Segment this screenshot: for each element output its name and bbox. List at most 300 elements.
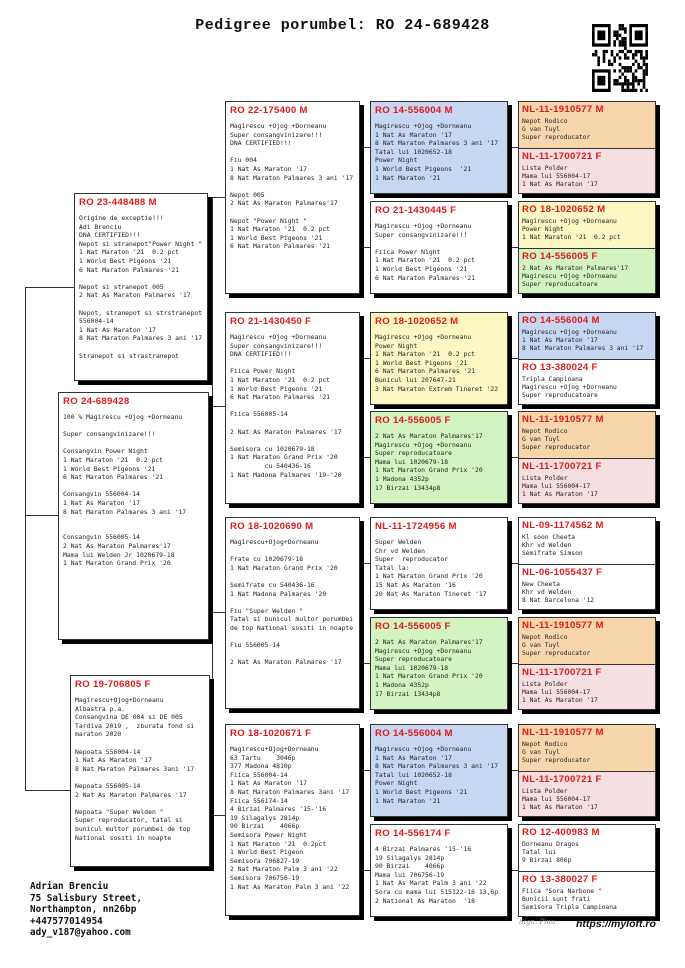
qr-module <box>643 86 646 89</box>
qr-module <box>619 69 622 72</box>
qr-module <box>621 40 624 43</box>
info-line: 1 Nat As Maraton '17 <box>375 130 452 139</box>
info-line: Super consangvinizare!!! <box>230 341 323 350</box>
qr-module <box>605 50 608 53</box>
info-line: 1 Nat Maraton '21 0.2 pct <box>375 256 476 265</box>
ring-number: NL-11-1700721 F <box>522 151 602 162</box>
qr-module <box>640 50 643 53</box>
ring-number: RO 18-1020671 F <box>230 728 312 739</box>
info-line: 1 World Best Pigeons '21 <box>79 256 172 265</box>
connector-line <box>212 197 225 198</box>
info-line: 6 Nat Maraton Palmares '21 <box>375 367 476 376</box>
great-great-grandparent-card <box>519 102 655 148</box>
website-link[interactable]: https://myloft.ro <box>576 918 656 930</box>
great-grandparent-card <box>370 517 508 610</box>
info-line: Magirescu +Ojog +Dorneanu <box>375 333 472 341</box>
info-line <box>75 799 205 808</box>
owner-phone: +447577014954 <box>30 915 103 927</box>
ring-number: RO 21-1430450 F <box>230 316 312 327</box>
info-line: 2 Nat Maraton Palm 3 ani '22 <box>230 865 338 874</box>
info-line: Tatal lui 1020652-18 <box>375 147 452 156</box>
great-great-grandparent-card <box>519 202 655 248</box>
info-line <box>75 773 205 782</box>
subject-card <box>58 392 209 640</box>
info-line: Super reproducator <box>522 444 591 452</box>
qr-module <box>621 82 624 85</box>
qr-module <box>597 63 600 66</box>
info-line: 1 Nat As Maraton '17 <box>63 498 140 507</box>
connector-line <box>363 147 370 148</box>
qr-module <box>624 37 627 40</box>
info-line: 1 World Best Pigeons '21 <box>375 164 472 173</box>
qr-module <box>643 69 646 72</box>
info-line: 20 Nat As Maraton Tineret '17 <box>375 589 487 598</box>
qr-module <box>616 53 619 56</box>
qr-module <box>611 53 614 56</box>
qr-module <box>621 50 624 53</box>
qr-module <box>624 43 627 46</box>
info-line <box>230 633 355 642</box>
info-line <box>79 274 203 283</box>
info-line: Super reproducatoare <box>522 392 598 400</box>
info-line: Tatal lui <box>522 849 557 857</box>
info-line: Super reproducatoare <box>375 449 452 458</box>
ring-number: RO 21-1430445 F <box>375 205 457 216</box>
qr-module <box>632 76 635 79</box>
info-line: Semifrate cu 540436-16 <box>230 580 315 589</box>
info-line <box>230 182 355 191</box>
info-line: 1 Nat As Maraton '17 <box>522 337 598 345</box>
info-line <box>63 516 204 525</box>
qr-module <box>621 43 624 46</box>
qr-module <box>595 50 598 53</box>
great-grandparent-card <box>370 824 508 917</box>
connector-line <box>363 358 370 359</box>
info-line: 1 Nat Maraton Grand Prix '20 <box>230 563 338 572</box>
qr-module <box>632 53 635 56</box>
qr-module <box>645 53 648 56</box>
qr-module <box>619 34 622 37</box>
info-line: 556004-14 <box>79 317 114 326</box>
qr-module <box>619 82 622 85</box>
connector-line <box>510 358 518 359</box>
qr-module <box>637 82 640 85</box>
info-line <box>230 419 355 428</box>
info-line: 19 Silagalys 2814p <box>375 853 445 862</box>
connector-line <box>212 815 225 816</box>
ring-number: RO 18-1020652 M <box>522 204 606 215</box>
info-line: 1 World Best Pigeons '21 <box>230 233 323 242</box>
info-line: Consangvin 556005-14 <box>63 533 140 542</box>
info-line: 2 Nat As Maraton Palmares'17 <box>375 638 483 646</box>
info-line: Fiu 004 <box>230 156 257 165</box>
ring-number: RO 14-556174 F <box>375 828 451 839</box>
info-line: Mama lui 1020679-18 <box>375 663 449 672</box>
info-line: Mama lui 556004-17 <box>522 689 591 697</box>
owner-name: Adrian Brenciu <box>30 881 109 892</box>
owner-email: ady_v187@yahoo.com <box>30 927 131 939</box>
qr-module <box>643 76 646 79</box>
info-line: 1 Nat As Maraton Palm 3 ani '22 <box>230 882 350 891</box>
qr-module <box>613 40 616 43</box>
qr-module <box>632 56 635 59</box>
info-line: 1 Nat As Marat Palm 3 ani '22 <box>375 879 487 888</box>
info-line: Nepot, stranepot si strstranepot <box>79 308 203 317</box>
qr-module <box>619 24 622 27</box>
info-line: Fiica 556174-14 <box>230 796 288 805</box>
info-line: 17 Birzai 13434p8 <box>375 483 441 492</box>
info-line: Mama lui 1020679-18 <box>375 457 449 466</box>
info-line <box>63 422 204 431</box>
qr-module <box>624 53 627 56</box>
parent-dam-card <box>70 675 210 867</box>
ring-number: RO 14-556005 F <box>375 415 451 426</box>
great-great-grandparent-card <box>519 458 655 503</box>
info-line: Nepoata 556005-14 <box>75 781 141 790</box>
info-line <box>75 739 205 748</box>
info-line: Lista Polder <box>522 681 568 688</box>
connector-line <box>25 287 26 791</box>
qr-module <box>627 56 630 59</box>
great-grandparent-card <box>370 201 508 294</box>
info-line: 1 Nat Maraton '21 0.2 pct <box>63 455 164 464</box>
info-line: 3 Nat Maraton Extrem Tineret '22 <box>375 384 499 393</box>
qr-module <box>597 30 605 40</box>
qr-module <box>645 50 648 53</box>
info-line: Semisora 706756-19 <box>230 873 300 882</box>
qr-module <box>613 43 616 46</box>
ring-number: NL-11-1910577 M <box>522 620 604 631</box>
qr-module <box>635 53 638 56</box>
qr-module <box>613 82 616 85</box>
info-line: Semisora Power Night <box>230 830 307 839</box>
info-line: Magirescu +Ojog +Dorneanu <box>230 122 327 130</box>
info-line <box>230 148 355 157</box>
info-line: Super reproducatoare <box>375 655 452 664</box>
ancestor-pair <box>518 312 656 405</box>
info-line <box>230 650 355 659</box>
connector-line <box>360 408 364 409</box>
info-line: Super reproducator <box>375 555 449 564</box>
info-line: 1 Nat Maraton Grand Prix '20 <box>375 672 483 681</box>
grandparent-card <box>225 312 360 504</box>
info-line: 1 World Best Pigeons '21 <box>375 358 468 367</box>
info-line: 1 Nat As Maraton '17 <box>522 181 598 189</box>
info-line: Lista Polder <box>522 165 568 172</box>
info-line: 8 Nat Maraton Palmares 3ani '17 <box>230 787 350 796</box>
connector-line <box>510 457 518 458</box>
connector-line <box>510 663 518 664</box>
info-line: 2 Nat As Maraton Palmares'17 <box>375 432 483 440</box>
info-line: G van Tuyl <box>522 126 560 134</box>
connector-line <box>25 515 58 516</box>
connector-line <box>510 870 518 871</box>
ancestor-pair <box>518 101 656 194</box>
info-line: 1 Nat Maraton '21 0.2 pct <box>522 234 621 242</box>
connector-line <box>510 770 518 771</box>
qr-module <box>637 63 640 66</box>
info-line <box>63 482 204 491</box>
info-line: Mama lui 556004-17 <box>522 796 591 804</box>
info-line: Mama lui 706756-19 <box>375 870 445 879</box>
qr-module <box>611 63 614 66</box>
ring-number: RO 22-175400 M <box>230 105 308 116</box>
info-line: 6 Nat Maraton Palmares '21 <box>375 273 476 282</box>
info-line: Magirescu +Ojog +Dorneanu <box>375 745 472 753</box>
qr-module <box>635 30 643 40</box>
info-line: Tatal si bunicul multor porumbei <box>230 615 354 624</box>
info-line <box>230 436 355 445</box>
info-line: 8 Nat Maraton Palmares 3 ani '17 <box>375 139 499 148</box>
qr-module <box>595 53 598 56</box>
qr-module <box>624 30 627 33</box>
connector-line <box>25 287 74 288</box>
great-grandparent-card <box>370 312 508 405</box>
great-grandparent-card <box>370 101 508 194</box>
info-line: Nepot "Power Night " <box>230 216 307 225</box>
info-line: Nepot Rodico <box>522 634 568 641</box>
qr-module <box>632 89 635 92</box>
connector-line <box>360 820 364 821</box>
info-line: Mama lui Welden Jr 1020679-18 <box>63 550 175 559</box>
qr-module <box>613 56 616 59</box>
qr-module <box>613 30 616 33</box>
ring-number: NL-11-1910577 M <box>522 104 604 115</box>
info-line: Fiica "Sora Narbone " <box>522 888 602 895</box>
info-line: Nepot si stranepot 005 <box>79 282 164 291</box>
info-line: 1 World Best Pigeons '21 <box>375 264 468 273</box>
info-line: Kl soon Cheeta <box>522 534 576 541</box>
qr-module <box>643 56 646 59</box>
info-line: Fiica Power Night <box>230 367 296 376</box>
qr-module <box>632 79 635 82</box>
ring-number: NL-06-1055437 F <box>522 567 603 578</box>
great-grandparent-card <box>370 724 508 817</box>
ring-number: RO 14-556005 F <box>375 621 451 632</box>
info-line: Magirescu +Ojog +Dorneanu <box>522 218 617 225</box>
qr-module <box>627 82 630 85</box>
info-line: Super Welden <box>375 538 422 546</box>
qr-module <box>608 60 611 63</box>
qr-module <box>640 53 643 56</box>
info-line: Super reproducator <box>522 757 591 765</box>
ring-number: RO 14-556004 M <box>375 105 453 116</box>
info-line: 1 Nat As Maraton '17 <box>375 753 452 762</box>
ancestor-pair <box>518 411 656 504</box>
info-line: Fiica 556005-14 <box>230 410 288 419</box>
ring-number: RO 18-1020652 M <box>375 316 459 327</box>
info-line: Tatal la: <box>375 563 410 572</box>
qr-module <box>611 50 614 53</box>
qr-module <box>645 66 648 69</box>
grandparent-card <box>225 517 360 709</box>
info-line: Super reproducator <box>522 650 591 658</box>
info-line: Khr vd Welden <box>522 542 572 550</box>
qr-module <box>643 60 646 63</box>
info-line: 4 Birzai Palmares '15-'16 <box>230 805 327 814</box>
info-line: Super consangvinizare!!! <box>63 430 156 439</box>
qr-module <box>627 86 630 89</box>
info-line: 8 Nat Maraton Palmares 3ani '17 <box>75 764 195 773</box>
info-line: Nepot 005 <box>230 190 265 199</box>
qr-module <box>624 66 627 69</box>
info-line: Nepot Rodico <box>522 741 568 748</box>
qr-module <box>632 63 635 66</box>
info-line: 2 Nat As Maraton Palmares '17 <box>230 427 342 436</box>
qr-module <box>619 27 622 30</box>
qr-module <box>621 27 624 30</box>
qr-module <box>637 50 640 53</box>
info-line: 1 Nat Maraton '21 <box>375 796 441 805</box>
info-line: 63 Tartu 3046p <box>230 753 296 762</box>
connector-line <box>360 197 364 198</box>
ring-number: NL-11-1700721 F <box>522 461 602 472</box>
great-grandparent-card <box>370 411 508 504</box>
info-line <box>63 439 204 448</box>
info-line: Super consangvinizare!!! <box>230 130 323 139</box>
connector-line <box>25 790 70 791</box>
info-line <box>79 300 203 309</box>
qr-module <box>616 79 619 82</box>
qr-module <box>627 66 630 69</box>
qr-module <box>619 76 622 79</box>
owner-street: 75 Salisbury Street, <box>30 892 142 904</box>
info-line: Lista Polder <box>522 475 568 482</box>
info-line: New Cheeta <box>522 581 560 588</box>
info-line: Tardiva 2019 , zburata fond si <box>75 721 195 730</box>
qr-module <box>627 50 630 53</box>
qr-module <box>624 56 627 59</box>
info-line: maraton 2020 <box>75 730 122 739</box>
info-line: 377 Madona 4810p <box>230 762 292 771</box>
great-great-grandparent-card <box>519 248 655 293</box>
great-great-grandparent-card <box>519 618 655 664</box>
qr-module <box>643 79 646 82</box>
info-line: Fiica Power Night <box>375 247 441 256</box>
info-line: Stranepot si strastranepot <box>79 351 180 360</box>
info-line: 1 Madona 4352p <box>375 680 429 689</box>
qr-module <box>613 79 616 82</box>
qr-module <box>640 79 643 82</box>
info-line: 2 Nat As Maraton Palmares'17 <box>522 265 629 272</box>
info-line: 1 Nat As Maraton '17 <box>522 697 598 705</box>
info-line: 1 Nat As Maraton '17 <box>79 325 156 334</box>
connector-line <box>363 457 370 458</box>
info-line: Nepot Rodico <box>522 428 568 435</box>
qr-module <box>632 73 635 76</box>
info-line: Mama lui 556004-17 <box>522 173 591 181</box>
qr-module <box>613 69 616 72</box>
info-line: 2 Nat As Maraton Palmares '17 <box>230 658 342 667</box>
qr-module <box>635 60 638 63</box>
qr-module <box>635 89 638 92</box>
info-line: Magirescu +Ojog +Dorneanu <box>522 384 617 392</box>
info-line: 8 Nat Maraton Palmares 3 ani '17 <box>230 173 354 182</box>
info-line: 6 Nat Maraton Palmares '21 <box>79 265 180 274</box>
info-line: 8 Nat Maraton Palmares 3 ani '17 <box>375 762 499 771</box>
signature: Sign. Pinu <box>519 918 556 926</box>
qr-module <box>629 50 632 53</box>
qr-module <box>621 73 624 76</box>
qr-module <box>624 47 627 50</box>
info-line: 100 % Magirescu +Ojog +Dorneanu <box>63 413 183 421</box>
qr-module <box>624 89 627 92</box>
qr-module <box>640 89 643 92</box>
connector-line <box>212 612 225 613</box>
qr-module <box>616 37 619 40</box>
info-line: 2 Nat As Maraton Palmares'17 <box>230 199 338 208</box>
qr-module <box>621 66 624 69</box>
info-line: Super reproducator, tatal si <box>75 816 183 825</box>
great-great-grandparent-card <box>519 412 655 458</box>
info-line: de top National sositi in noapte <box>230 623 354 632</box>
info-line: Magirescu+Ojog+Dorneanu <box>230 745 319 753</box>
connector-line <box>510 563 518 564</box>
info-line: Super reproducatoare <box>522 281 598 289</box>
ancestor-pair <box>518 617 656 710</box>
info-line: Magirescu +Ojog +Dorneanu <box>375 222 472 230</box>
info-line: 6 Nat Maraton Palmares '21 <box>63 473 164 482</box>
qr-module <box>635 79 638 82</box>
qr-module <box>621 86 624 89</box>
info-line: Super consangvinizare!!! <box>375 230 468 239</box>
info-line: 1 Nat Maraton '21 0.2pct <box>230 839 327 848</box>
great-grandparent-card <box>370 617 508 710</box>
qr-module <box>603 60 606 63</box>
owner-contact <box>30 881 142 939</box>
qr-module <box>643 82 646 85</box>
info-line: Fiica 556004-14 <box>230 770 288 779</box>
qr-module <box>637 79 640 82</box>
info-line: 8 Nat Barcelona '12 <box>522 597 595 605</box>
great-great-grandparent-card <box>519 564 655 609</box>
great-great-grandparent-card <box>519 148 655 193</box>
qr-module <box>619 43 622 46</box>
ring-number: RO 14-556004 M <box>375 728 453 739</box>
info-line: 90 Birzai 4066p <box>230 822 300 831</box>
qr-module <box>603 56 606 59</box>
qr-module <box>616 82 619 85</box>
info-line: Lista Polder <box>522 788 568 795</box>
great-great-grandparent-card <box>519 725 655 771</box>
info-line: Sora cu mama lui 515122-16 13,6p <box>375 887 499 896</box>
info-line: 8 Nat Maraton Palmares 3 ani '17 <box>522 345 644 353</box>
ancestor-pair <box>518 201 656 294</box>
qr-module <box>640 56 643 59</box>
ring-number: RO 12-400983 M <box>522 827 600 838</box>
info-line: 6 Nat Maraton Palmares '21 <box>230 393 331 402</box>
info-line: 1 Nat Maraton Grand Prix '20 <box>375 466 483 475</box>
ring-number: RO 14-556004 M <box>522 315 600 326</box>
info-line <box>375 239 503 248</box>
info-line: Adi Brenciu <box>79 222 122 231</box>
info-line: Power Night <box>375 341 418 350</box>
qr-module <box>629 82 632 85</box>
connector-line <box>210 714 213 715</box>
qr-module <box>629 69 632 72</box>
connector-line <box>510 147 518 148</box>
info-line <box>230 402 355 411</box>
qr-module <box>645 73 648 76</box>
info-line: Magirescu+Ojog+Dorneanu <box>230 538 319 546</box>
qr-code <box>592 24 648 92</box>
connector-line <box>363 770 370 771</box>
qr-module <box>621 89 624 92</box>
qr-module <box>627 69 630 72</box>
info-line: Magirescu +Ojog +Dorneanu <box>375 440 472 449</box>
qr-module <box>619 56 622 59</box>
qr-module <box>592 53 595 56</box>
